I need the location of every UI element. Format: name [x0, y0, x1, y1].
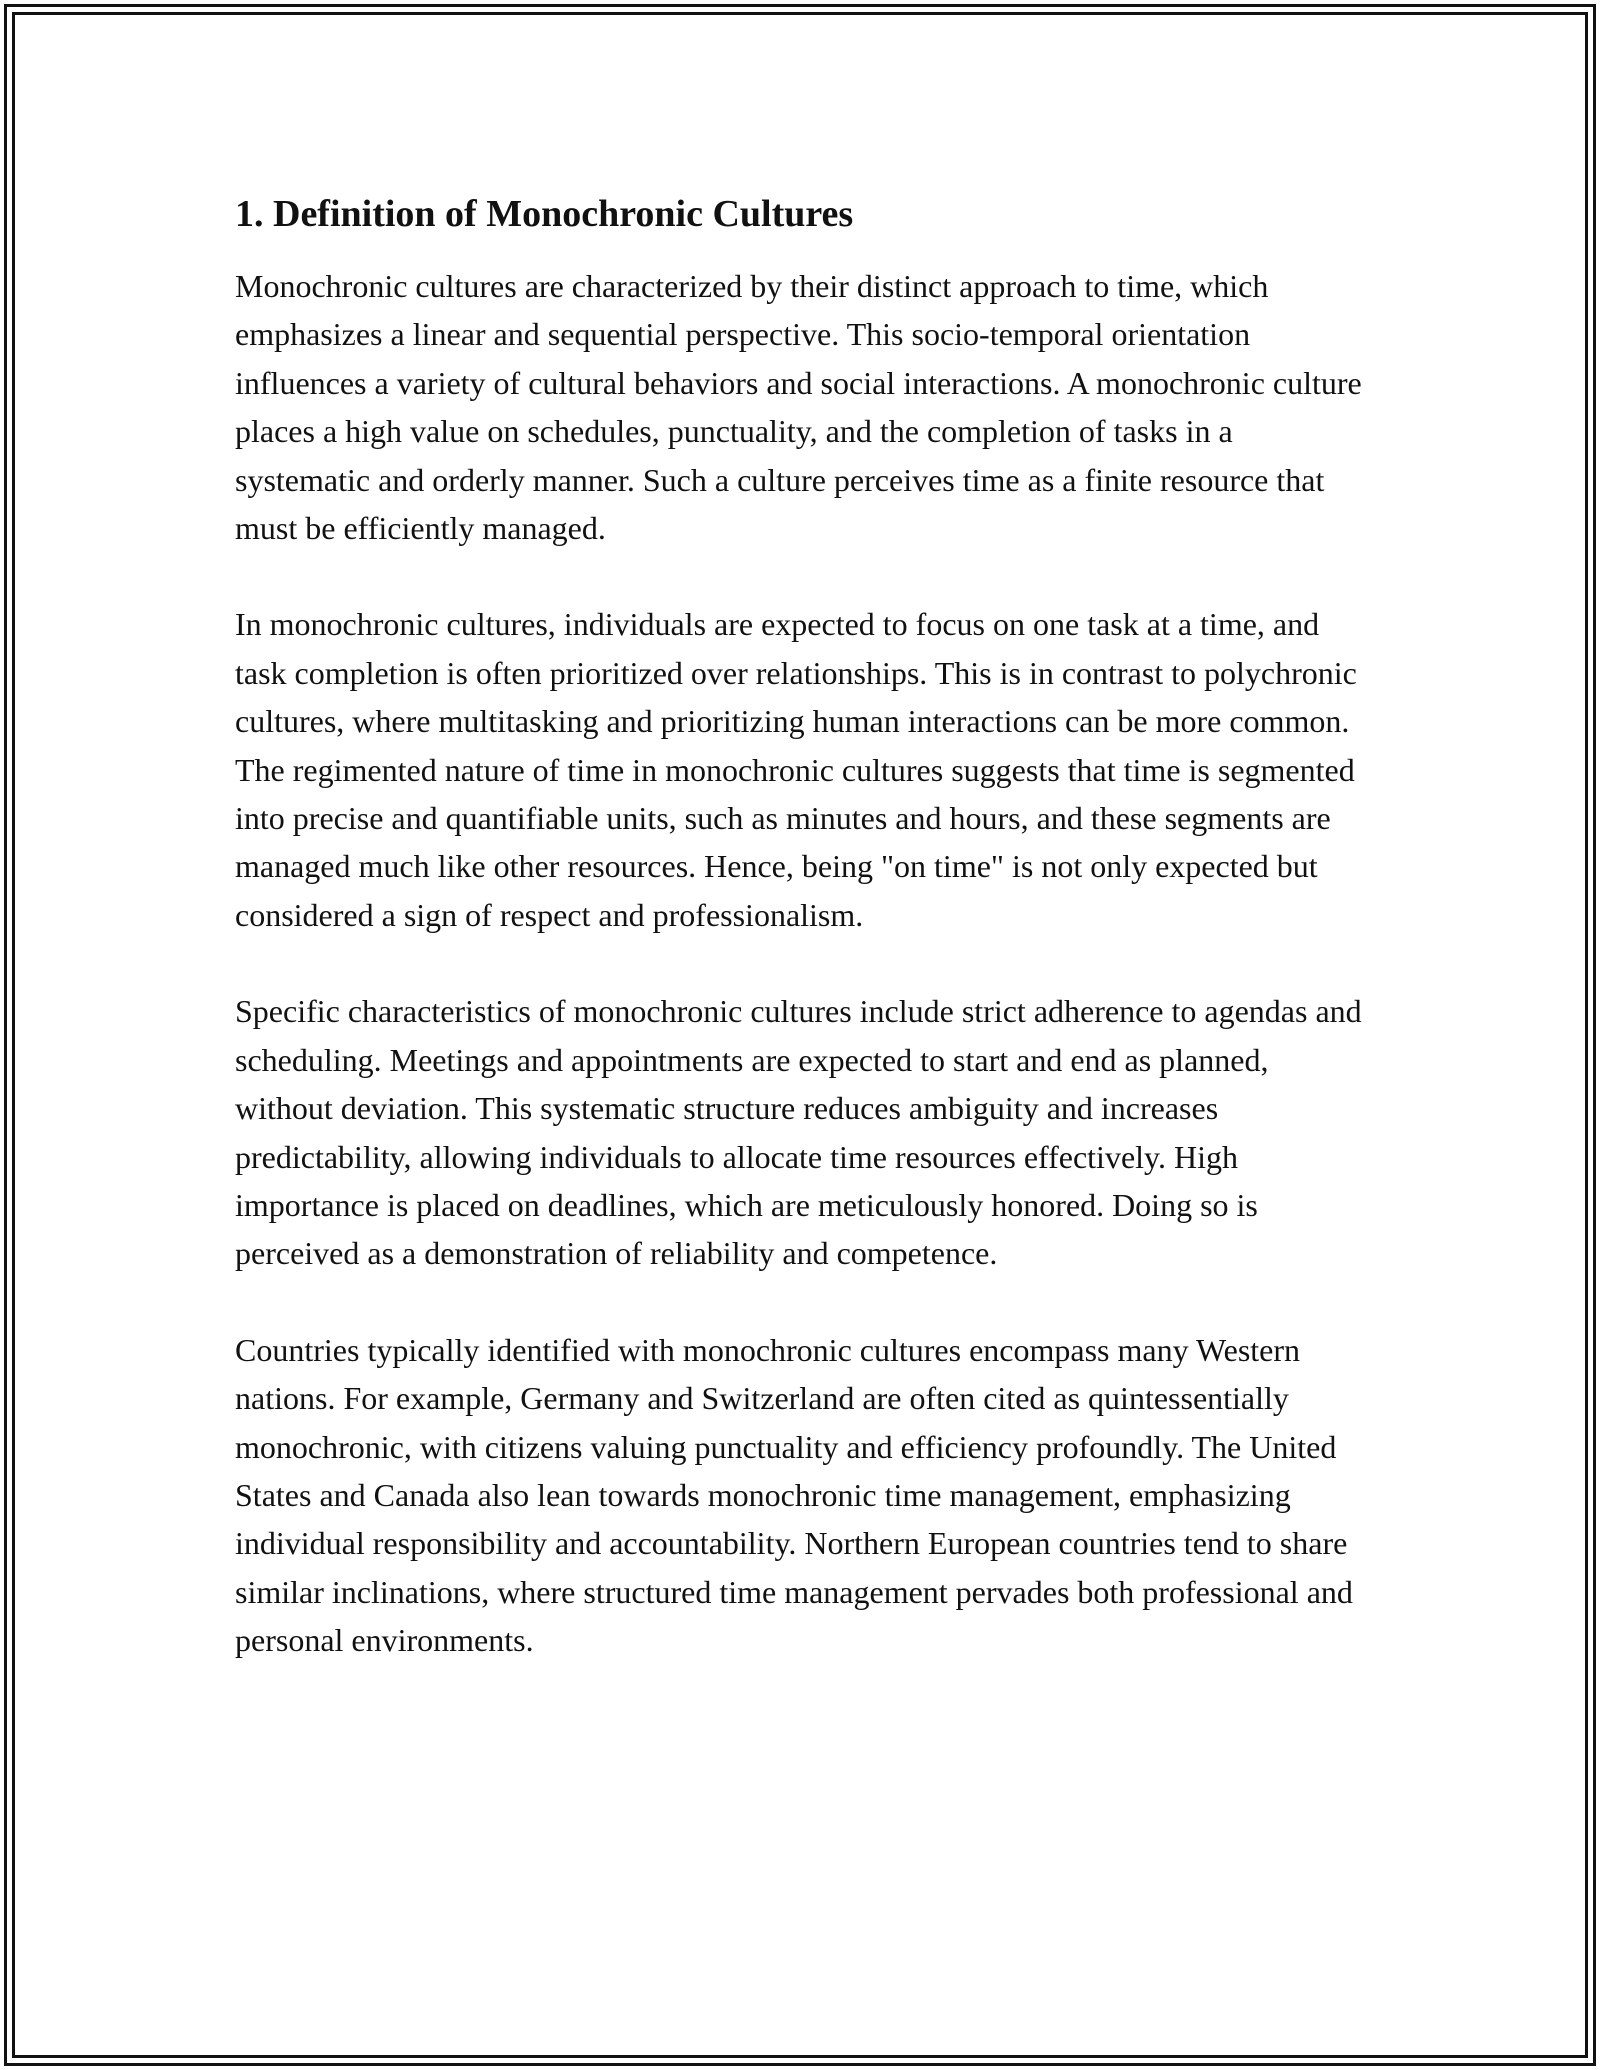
section-heading: 1. Definition of Monochronic Cultures: [235, 193, 854, 235]
paragraph-task-focus: In monochronic cultures, individuals are expected to focus on one task at a time, and task completion is often prioritized over relationships. This is in contrast to polychronic cultures, where multitasking and prioritizing human interactions can be more common. The regimented nature of time in monochronic cultures suggests that time is segmented into precise and quantifiable units, such as minutes and hours, and these segments are managed much like other resources. Hence, being "on time" is not only expected but considered a sign of respect and professionalism.: [235, 606, 1357, 933]
document-body: [235, 188, 1385, 1665]
paragraph-definition: Monochronic cultures are characterized by their distinct approach to time, which emphasizes a linear and sequential perspective. This socio-temporal orientation influences a variety of cultural behaviors and social interactions. A monochronic culture places a high value on schedules, punctuality, and the completion of tasks in a systematic and orderly manner. Such a culture perceives time as a finite resource that must be efficiently managed.: [235, 268, 1362, 547]
paragraph-countries: Countries typically identified with monochronic cultures encompass many Western nations. For example, Germany and Switzerland are often cited as quintessentially monochronic, with citizens valuing punctuality and efficiency profoundly. The United States and Canada also lean towards monochronic time management, emphasizing individual responsibility and accountability. Northern European countries tend to share similar inclinations, where structured time management pervades both professional and personal environments.: [235, 1331, 1353, 1659]
paragraph-characteristics: Specific characteristics of monochronic cultures include strict adherence to agendas and scheduling. Meetings and appointments are expected to start and end as planned, without deviation. This systematic structure reduces ambiguity and increases predictability, allowing individuals to allocate time resources effectively. High importance is placed on deadlines, which are meticulously honored. Doing so is perceived as a demonstration of reliability and competence.: [235, 993, 1362, 1272]
